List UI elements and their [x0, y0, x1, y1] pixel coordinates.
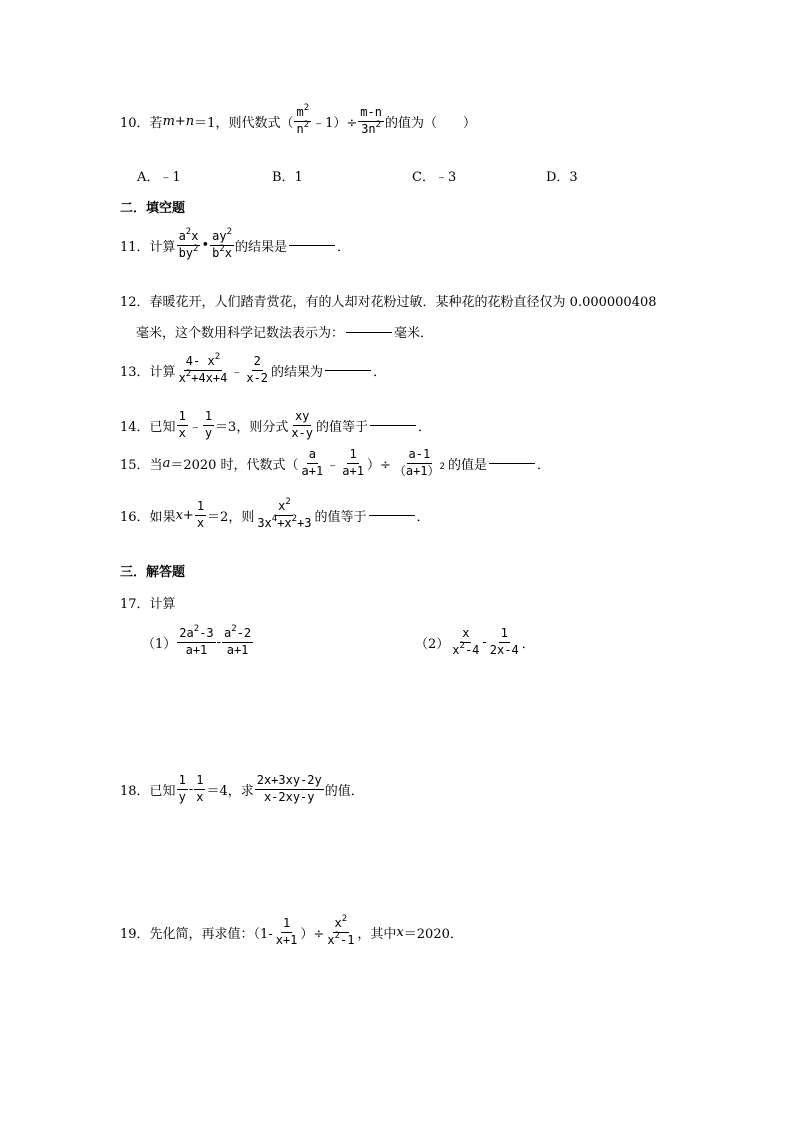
- q17-part-2-end: ．: [521, 636, 535, 652]
- question-10: [120, 103, 476, 137]
- q14-fraction-1: $\frac{1}{x}$: [178, 409, 186, 440]
- q18-fraction-2: $\frac{1}{x}$: [196, 773, 204, 804]
- section-fill-in-heading: 二．填空题: [120, 201, 186, 216]
- q15-prefix: 当: [149, 457, 163, 473]
- q15-middle: ＝2020 时，代数式（: [170, 457, 299, 473]
- q19-fraction-1: $\frac{1}{x+1}$: [275, 916, 298, 947]
- question-19: [120, 914, 463, 948]
- q16-fraction-2: $\frac{x^2}{3x^4+x^2+3}$: [257, 497, 312, 530]
- q17-part-1-label: （1）: [142, 636, 177, 652]
- q16-prefix: 如果: [149, 509, 176, 525]
- q10-suffix: 的值为（ ）: [384, 115, 476, 131]
- section-solve-heading: 三．解答题: [120, 565, 186, 580]
- q17-part-2-label: （2）: [415, 636, 450, 652]
- q18-middle: ＝4，求: [206, 783, 254, 799]
- q19-suffix: ＝2020．: [403, 926, 463, 942]
- q15-minus: ﹣: [326, 457, 340, 473]
- q10-choice-a: A．﹣1: [137, 170, 181, 185]
- q10-var-m: m: [162, 113, 175, 129]
- question-15: [120, 448, 550, 479]
- q13-fraction-2: $\frac{2}{x-2}$: [246, 354, 269, 385]
- q17-part-1-fraction-2: $\frac{a^2-2}{a+1}$: [224, 624, 252, 657]
- q10-prefix: 若: [149, 115, 163, 131]
- q15-suffix: 的值是: [447, 457, 487, 473]
- q14-middle: ＝3，则分式: [215, 419, 289, 435]
- q10-plus: +: [174, 113, 186, 129]
- q10-number: 10．: [120, 115, 150, 131]
- q11-suffix: 的结果是: [235, 239, 288, 255]
- q15-answer-blank: [489, 462, 535, 464]
- q12-line-2: [136, 322, 433, 341]
- q10-fraction-1: $\frac{m^2}{n^2}$: [296, 103, 310, 136]
- q16-number: 16．: [120, 509, 150, 525]
- q15-divide: ）÷: [366, 457, 391, 473]
- q18-number: 18．: [120, 783, 150, 799]
- q15-var-a: a: [162, 455, 171, 471]
- q19-middle: ，其中: [357, 926, 397, 942]
- q13-answer-blank: [325, 369, 371, 371]
- q17-part-1-minus: -: [216, 634, 222, 650]
- q11-end: ．: [337, 239, 351, 255]
- q10-choice-b: B．1: [272, 170, 303, 185]
- q17-part-1: [142, 624, 254, 658]
- q12-answer-blank: [346, 331, 392, 333]
- question-14: [120, 410, 431, 441]
- question-16: [120, 497, 430, 531]
- q17-part-2-fraction-2: $\frac{1}{2x-4}$: [489, 626, 519, 657]
- q10-fraction-2: $\frac{m-n}{3n^2}$: [360, 105, 382, 136]
- question-18: [120, 774, 364, 805]
- q13-fraction-1: $\frac{4- x^2}{x^2+4x+4}$: [178, 352, 228, 385]
- q16-plus: +: [182, 507, 194, 523]
- q11-number: 11．: [120, 239, 150, 255]
- q14-fraction-3: $\frac{xy}{x-y}$: [291, 409, 314, 440]
- q16-end: ．: [416, 509, 430, 525]
- q15-fraction-3: $\frac{a-1}{(a+1)^2}$: [393, 447, 445, 478]
- q14-fraction-2: $\frac{1}{y}$: [204, 409, 213, 440]
- q12-line-1: 12．春暖花开，人们踏青赏花，有的人却对花粉过敏．某种花的花粉直径仅为 0.000000408: [120, 295, 657, 310]
- q19-divide: ）÷: [300, 926, 325, 942]
- q19-number: 19．: [120, 926, 150, 942]
- q14-end: ．: [418, 419, 432, 435]
- q18-fraction-3: $\frac{2x+3xy-2y}{x-2xy-y}$: [256, 773, 322, 804]
- q11-fraction-2: $\frac{ay^2}{b^2x}$: [212, 227, 233, 260]
- q17-part-2: [415, 627, 535, 658]
- q13-suffix: 的结果为: [271, 364, 324, 380]
- q15-number: 15．: [120, 457, 150, 473]
- q14-number: 14．: [120, 419, 150, 435]
- q14-suffix: 的值等于: [316, 419, 369, 435]
- q15-fraction-2: $\frac{1}{a+1}$: [342, 447, 364, 478]
- q18-prefix: 已知: [149, 783, 176, 799]
- q11-answer-blank: [289, 244, 335, 246]
- q18-minus: -: [188, 781, 194, 797]
- q18-fraction-1: $\frac{1}{y}$: [178, 773, 186, 804]
- q13-minus: ﹣: [230, 364, 244, 380]
- q19-var-x: x: [396, 924, 404, 940]
- q17-part-2-fraction-1: $\frac{x}{x^2-4}$: [452, 626, 480, 657]
- q16-middle: ＝2，则: [207, 509, 255, 525]
- q13-end: ．: [373, 364, 387, 380]
- q14-prefix: 已知: [149, 419, 176, 435]
- q19-prefix: 先化简，再求值：（1-: [149, 926, 273, 942]
- q16-suffix: 的值等于: [314, 509, 367, 525]
- q10-condition: ＝1，则代数式（: [194, 115, 294, 131]
- q17-part-1-fraction-1: $\frac{2a^2-3}{a+1}$: [179, 624, 214, 657]
- q17-title: 17．计算: [120, 597, 176, 612]
- q12-line-2-suffix: 毫米．: [394, 326, 434, 341]
- q19-fraction-2: $\frac{x^2}{x^2-1}$: [327, 914, 355, 947]
- q16-fraction-1: $\frac{1}{x}$: [196, 499, 205, 530]
- q14-minus: ﹣: [188, 419, 202, 435]
- q12-line-2-prefix: 毫米，这个数用科学记数法表示为：: [136, 326, 345, 341]
- q10-minus-one: ﹣1）÷: [312, 115, 358, 131]
- q10-choice-c: C．﹣3: [412, 170, 457, 185]
- q15-end: ．: [536, 457, 550, 473]
- q11-dot: •: [201, 237, 210, 253]
- q16-var-x: x: [175, 507, 183, 523]
- q15-fraction-1: $\frac{a}{a+1}$: [301, 447, 324, 478]
- question-13: [120, 352, 387, 386]
- q14-answer-blank: [370, 424, 416, 426]
- q11-fraction-1: $\frac{a^2x}{by^2}$: [178, 227, 199, 260]
- q10-var-n: n: [185, 113, 195, 129]
- question-11: [120, 227, 351, 261]
- q10-choice-d: D．3: [546, 170, 578, 185]
- q17-part-2-minus: -: [482, 634, 487, 650]
- q18-suffix: 的值．: [324, 783, 364, 799]
- q13-number: 13．: [120, 364, 150, 380]
- q11-prefix: 计算: [149, 239, 176, 255]
- q13-prefix: 计算: [149, 364, 176, 380]
- q16-answer-blank: [369, 514, 415, 516]
